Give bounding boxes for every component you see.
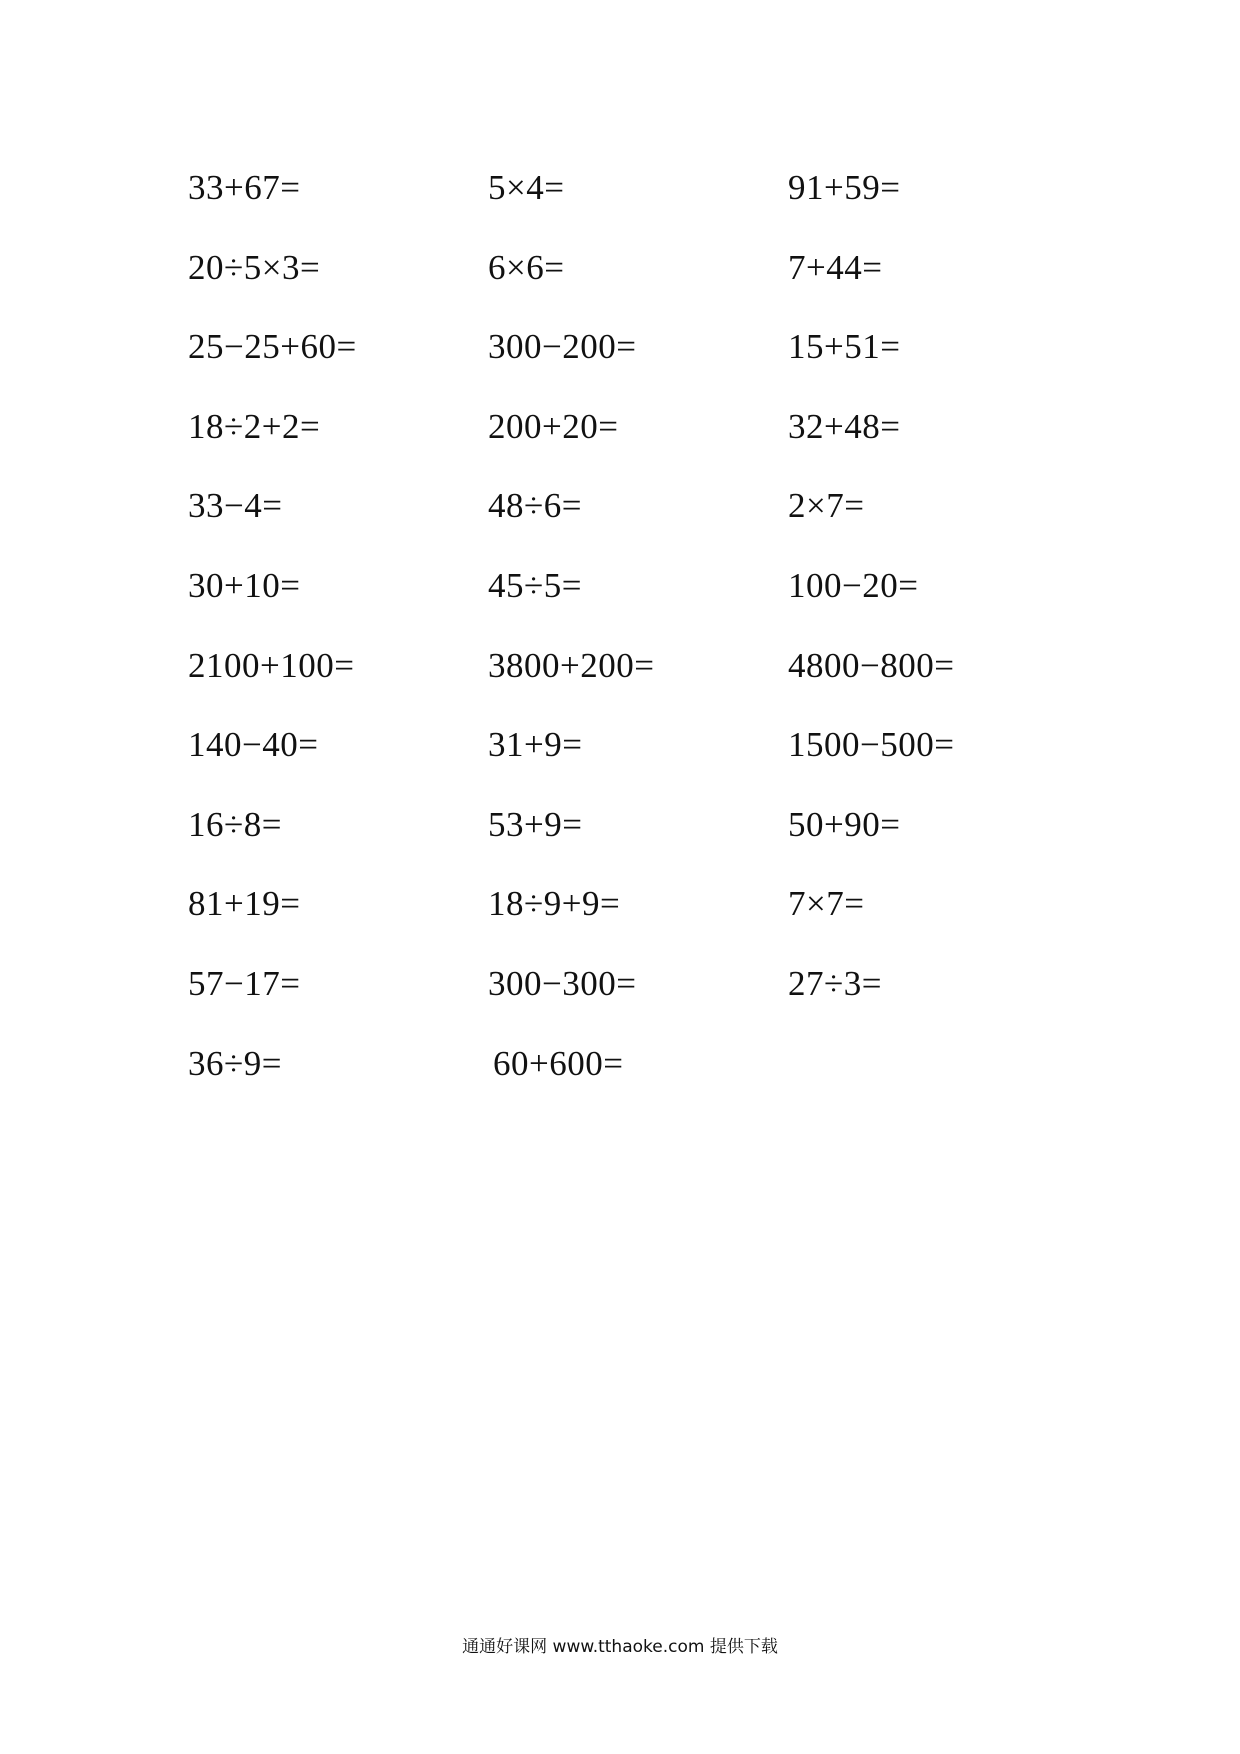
- problem-row-10: [188, 884, 1088, 964]
- problem: 7+44=: [788, 247, 883, 287]
- problem: 15+51=: [788, 327, 901, 367]
- problem: 18÷9+9=: [488, 884, 621, 924]
- problem-row-6: [188, 566, 1088, 646]
- problem: 140−40=: [188, 725, 319, 765]
- problem-row-12: [188, 1044, 1088, 1124]
- problem: 200+20=: [488, 406, 619, 446]
- problem: 4800−800=: [788, 645, 955, 685]
- problem: 300−200=: [488, 327, 637, 367]
- problem: 3800+200=: [488, 645, 655, 685]
- problem: 36÷9=: [188, 1043, 282, 1083]
- problem: 32+48=: [788, 406, 901, 446]
- problem: 25−25+60=: [188, 327, 357, 367]
- problem-row-8: [188, 725, 1088, 805]
- problem: 27÷3=: [788, 963, 882, 1003]
- problem: 18÷2+2=: [188, 406, 321, 446]
- problem: 2100+100=: [188, 645, 355, 685]
- problem: 48÷6=: [488, 486, 582, 526]
- problem: 30+10=: [188, 565, 301, 605]
- problem-row-4: [188, 407, 1088, 487]
- problem-row-5: [188, 486, 1088, 566]
- problem: 20÷5×3=: [188, 247, 321, 287]
- problem-row-3: [188, 327, 1088, 407]
- problem: 45÷5=: [488, 565, 582, 605]
- arithmetic-worksheet: [188, 168, 1088, 1123]
- problem-row-1: [188, 168, 1088, 248]
- problem-row-2: [188, 248, 1088, 328]
- problem: 33+67=: [188, 168, 301, 207]
- page-footer: 通通好课网 www.tthaoke.com 提供下载: [462, 1637, 778, 1657]
- problem: 16÷8=: [188, 804, 282, 844]
- problem: 6×6=: [488, 247, 565, 287]
- problem: 5×4=: [488, 168, 565, 207]
- problem: 1500−500=: [788, 725, 955, 765]
- problem: 60+600=: [493, 1043, 624, 1083]
- problem: 81+19=: [188, 884, 301, 924]
- problem: 31+9=: [488, 725, 583, 765]
- problem: 53+9=: [488, 804, 583, 844]
- problem: 2×7=: [788, 486, 865, 526]
- problem: 300−300=: [488, 963, 637, 1003]
- problem: 7×7=: [788, 884, 865, 924]
- problem-row-9: [188, 805, 1088, 885]
- problem: 57−17=: [188, 963, 301, 1003]
- problem-row-11: [188, 964, 1088, 1044]
- problem: 100−20=: [788, 565, 919, 605]
- problem-row-7: [188, 646, 1088, 726]
- problem: 33−4=: [188, 486, 283, 526]
- problem: 91+59=: [788, 168, 901, 207]
- problem: 50+90=: [788, 804, 901, 844]
